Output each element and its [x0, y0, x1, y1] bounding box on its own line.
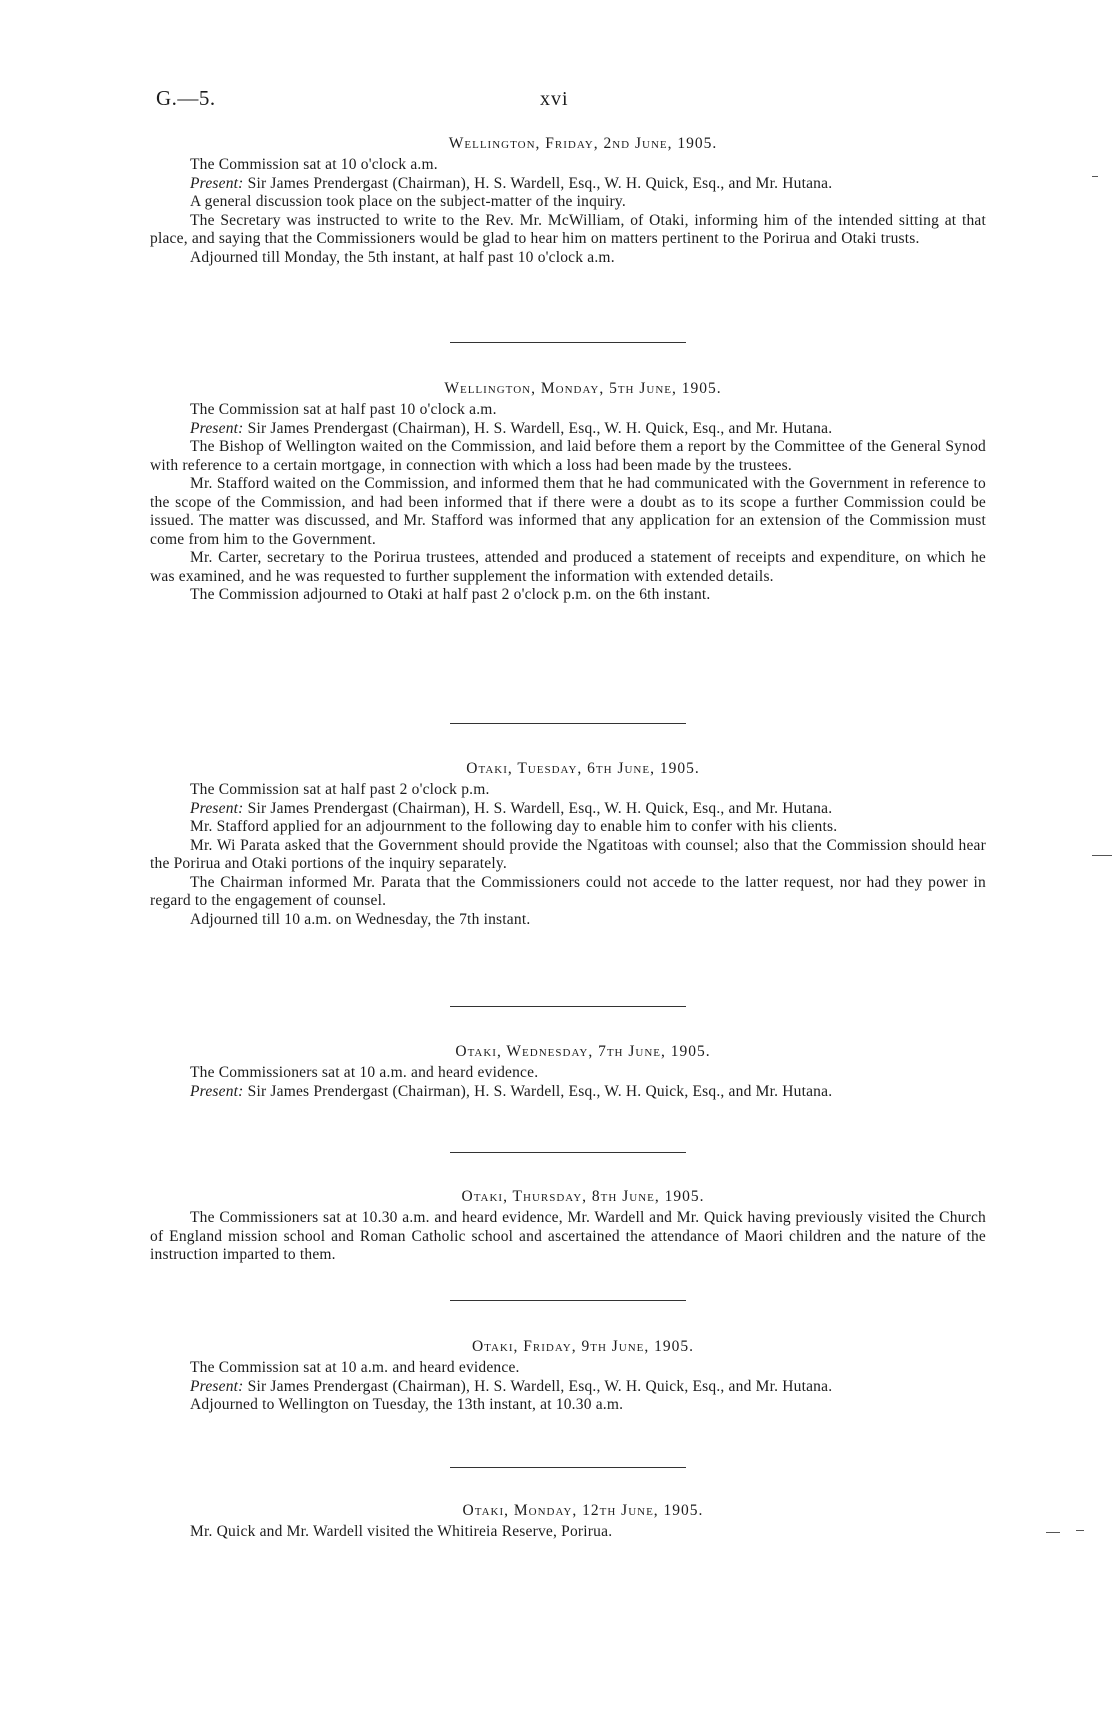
entry-heading: Otaki, Wednesday, 7th June, 1905.	[455, 1043, 711, 1060]
scan-mark	[1092, 176, 1098, 177]
report-reference: G.—5.	[156, 86, 216, 110]
present-paragraph	[150, 420, 986, 439]
present-label: Present:	[190, 174, 244, 192]
entry-heading: Wellington, Friday, 2nd June, 1905.	[448, 135, 718, 152]
minutes-entry-6th-june	[150, 760, 986, 929]
entry-heading: Wellington, Monday, 5th June, 1905.	[444, 380, 722, 397]
entry-paragraph: Mr. Carter, secretary to the Porirua trustees, attended and produced a statement of receipts and expenditure, on which he was examined, and he was requested to further supplement the information with extended details.	[150, 549, 986, 585]
scan-mark	[1046, 1532, 1060, 1533]
entry-paragraph: The Chairman informed Mr. Parata that the Commissioners could not accede to the latter request, nor had they power in regard to the engagement of counsel.	[150, 873, 986, 909]
minutes-entry-8th-june	[150, 1188, 986, 1265]
entry-paragraph: Mr. Stafford waited on the Commission, and informed them that he had communicated with the Government in reference to the scope of the Commission, and had been informed that if there were a doubt as to its scope a further Commission could be issued. The matter was discussed, and Mr. Stafford was informed that any application for an extension of the Commission must come from him to the Government.	[150, 475, 986, 548]
section-divider	[450, 1006, 686, 1007]
present-members: Sir James Prendergast (Chairman), H. S. Wardell, Esq., W. H. Quick, Esq., and Mr. Hutana.	[247, 419, 833, 437]
entry-heading: Otaki, Friday, 9th June, 1905.	[471, 1338, 695, 1355]
minutes-entry-12th-june	[150, 1502, 986, 1542]
entry-paragraph: The Commissioners sat at 10 a.m. and heard evidence.	[190, 1064, 539, 1081]
entry-paragraph: Mr. Quick and Mr. Wardell visited the Whitireia Reserve, Porirua.	[190, 1523, 613, 1540]
entry-paragraph: The Commission adjourned to Otaki at half past 2 o'clock p.m. on the 6th instant.	[190, 586, 711, 603]
section-divider	[450, 1152, 686, 1153]
section-divider	[450, 1467, 686, 1468]
scan-mark	[1076, 1530, 1084, 1531]
present-label: Present:	[190, 1082, 244, 1100]
present-label: Present:	[190, 419, 244, 437]
present-paragraph	[150, 175, 986, 194]
entry-heading: Otaki, Thursday, 8th June, 1905.	[461, 1188, 705, 1205]
entry-paragraph: Mr. Stafford applied for an adjournment to the following day to enable him to confer with his clients.	[190, 818, 838, 835]
entry-heading: Otaki, Monday, 12th June, 1905.	[462, 1502, 704, 1519]
present-members: Sir James Prendergast (Chairman), H. S. Wardell, Esq., W. H. Quick, Esq., and Mr. Hutana.	[247, 799, 833, 817]
present-paragraph	[150, 1378, 986, 1397]
page-number: xvi	[540, 88, 569, 110]
minutes-entry-9th-june	[150, 1338, 986, 1415]
present-members: Sir James Prendergast (Chairman), H. S. Wardell, Esq., W. H. Quick, Esq., and Mr. Hutana.	[247, 1377, 833, 1395]
entry-paragraph: The Commission sat at 10 o'clock a.m.	[190, 156, 438, 173]
present-paragraph	[150, 1083, 986, 1102]
entry-paragraph: Mr. Wi Parata asked that the Government should provide the Ngatitoas with counsel; also that the Commission should hear the Porirua and Otaki portions of the inquiry separately.	[150, 836, 986, 872]
entry-paragraph: Adjourned to Wellington on Tuesday, the 13th instant, at 10.30 a.m.	[190, 1396, 624, 1413]
entry-paragraph: A general discussion took place on the subject-matter of the inquiry.	[190, 193, 626, 210]
section-divider	[450, 1300, 686, 1301]
minutes-entry-2nd-june	[150, 135, 986, 267]
present-members: Sir James Prendergast (Chairman), H. S. Wardell, Esq., W. H. Quick, Esq., and Mr. Hutana.	[247, 1082, 833, 1100]
entry-paragraph: The Bishop of Wellington waited on the Commission, and laid before them a report by the Committee of the General Synod with reference to a certain mortgage, in connection with which a loss had been made by the trustees.	[150, 438, 986, 474]
entry-paragraph: The Commissioners sat at 10.30 a.m. and heard evidence, Mr. Wardell and Mr. Quick having previously visited the Church of England mission school and Roman Catholic school and ascertained the attendance of Maori children and the nature of the instruction imparted to them.	[150, 1209, 986, 1263]
scan-mark	[1092, 855, 1112, 856]
section-divider	[450, 342, 686, 343]
entry-paragraph: Adjourned till Monday, the 5th instant, at half past 10 o'clock a.m.	[190, 248, 615, 266]
minutes-entry-5th-june	[150, 380, 986, 605]
entry-paragraph: Adjourned till 10 a.m. on Wednesday, the 7th instant.	[190, 910, 531, 928]
minutes-entry-7th-june	[150, 1043, 986, 1101]
entry-paragraph: The Commission sat at half past 10 o'clock a.m.	[190, 401, 497, 418]
present-label: Present:	[190, 799, 244, 817]
section-divider	[450, 723, 686, 724]
entry-paragraph: The Commission sat at 10 a.m. and heard evidence.	[190, 1359, 520, 1376]
present-label: Present:	[190, 1377, 244, 1395]
present-members: Sir James Prendergast (Chairman), H. S. Wardell, Esq., W. H. Quick, Esq., and Mr. Hutana.	[247, 174, 833, 192]
entry-paragraph: The Commission sat at half past 2 o'clock p.m.	[190, 781, 490, 798]
entry-paragraph: The Secretary was instructed to write to the Rev. Mr. McWilliam, of Otaki, informing him of the intended sitting at that place, and saying that the Commissioners would be glad to hear him on matters pertinent to the Porirua and Otaki trusts.	[150, 211, 986, 247]
present-paragraph	[150, 800, 986, 819]
entry-heading: Otaki, Tuesday, 6th June, 1905.	[466, 760, 700, 777]
